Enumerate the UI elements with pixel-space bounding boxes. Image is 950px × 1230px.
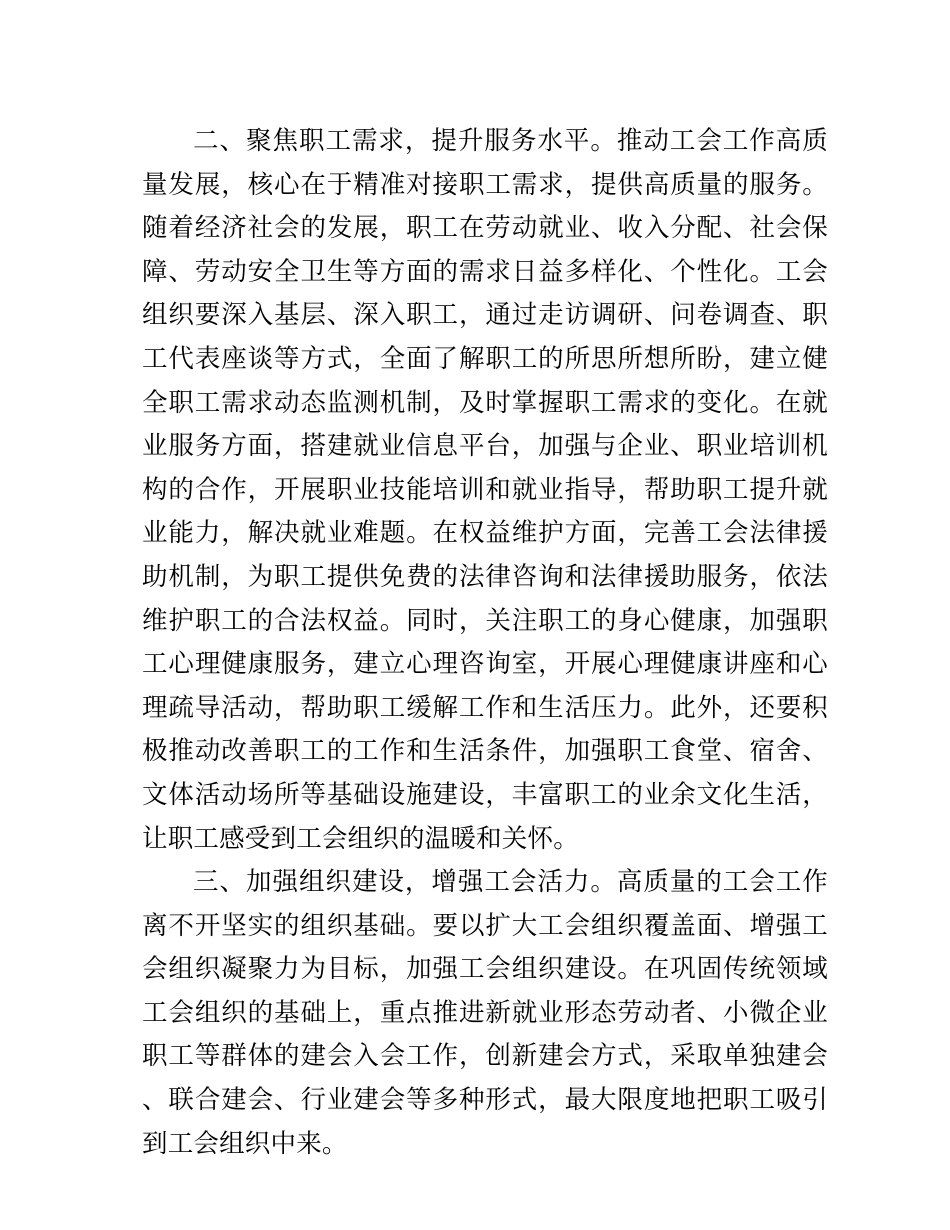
document-body xyxy=(142,120,828,1166)
paragraph-service-level: 二、聚焦职工需求，提升服务水平。推动工会工作高质量发展，核心在于精准对接职工需求，提供高质量的服务。随着经济社会的发展，职工在劳动就业、收入分配、社会保障、劳动安全卫生等方面的需求日益多样化、个性化。工会组织要深入基层、深入职工，通过走访调研、问卷调查、职工代表座谈等方式，全面了解职工的所思所想所盼，建立健全职工需求动态监测机制，及时掌握职工需求的变化。在就业服务方面，搭建就业信息平台，加强与企业、职业培训机构的合作，开展职业技能培训和就业指导，帮助职工提升就业能力，解决就业难题。在权益维护方面，完善工会法律援助机制，为职工提供免费的法律咨询和法律援助服务，依法维护职工的合法权益。同时，关注职工的身心健康，加强职工心理健康服务，建立心理咨询室，开展心理健康讲座和心理疏导活动，帮助职工缓解工作和生活压力。此外，还要积极推动改善职工的工作和生活条件，加强职工食堂、宿舍、文体活动场所等基础设施建设，丰富职工的业余文化生活，让职工感受到工会组织的温暖和关怀。 xyxy=(142,126,828,854)
paragraph-organization-building: 三、加强组织建设，增强工会活力。高质量的工会工作离不开坚实的组织基础。要以扩大工会组织覆盖面、增强工会组织凝聚力为目标，加强工会组织建设。在巩固传统领域工会组织的基础上，重点推进新就业形态劳动者、小微企业职工等群体的建会入会工作，创新建会方式，采取单独建会、联合建会、行业建会等多种形式，最大限度地把职工吸引到工会组织中来。 xyxy=(142,867,828,1159)
